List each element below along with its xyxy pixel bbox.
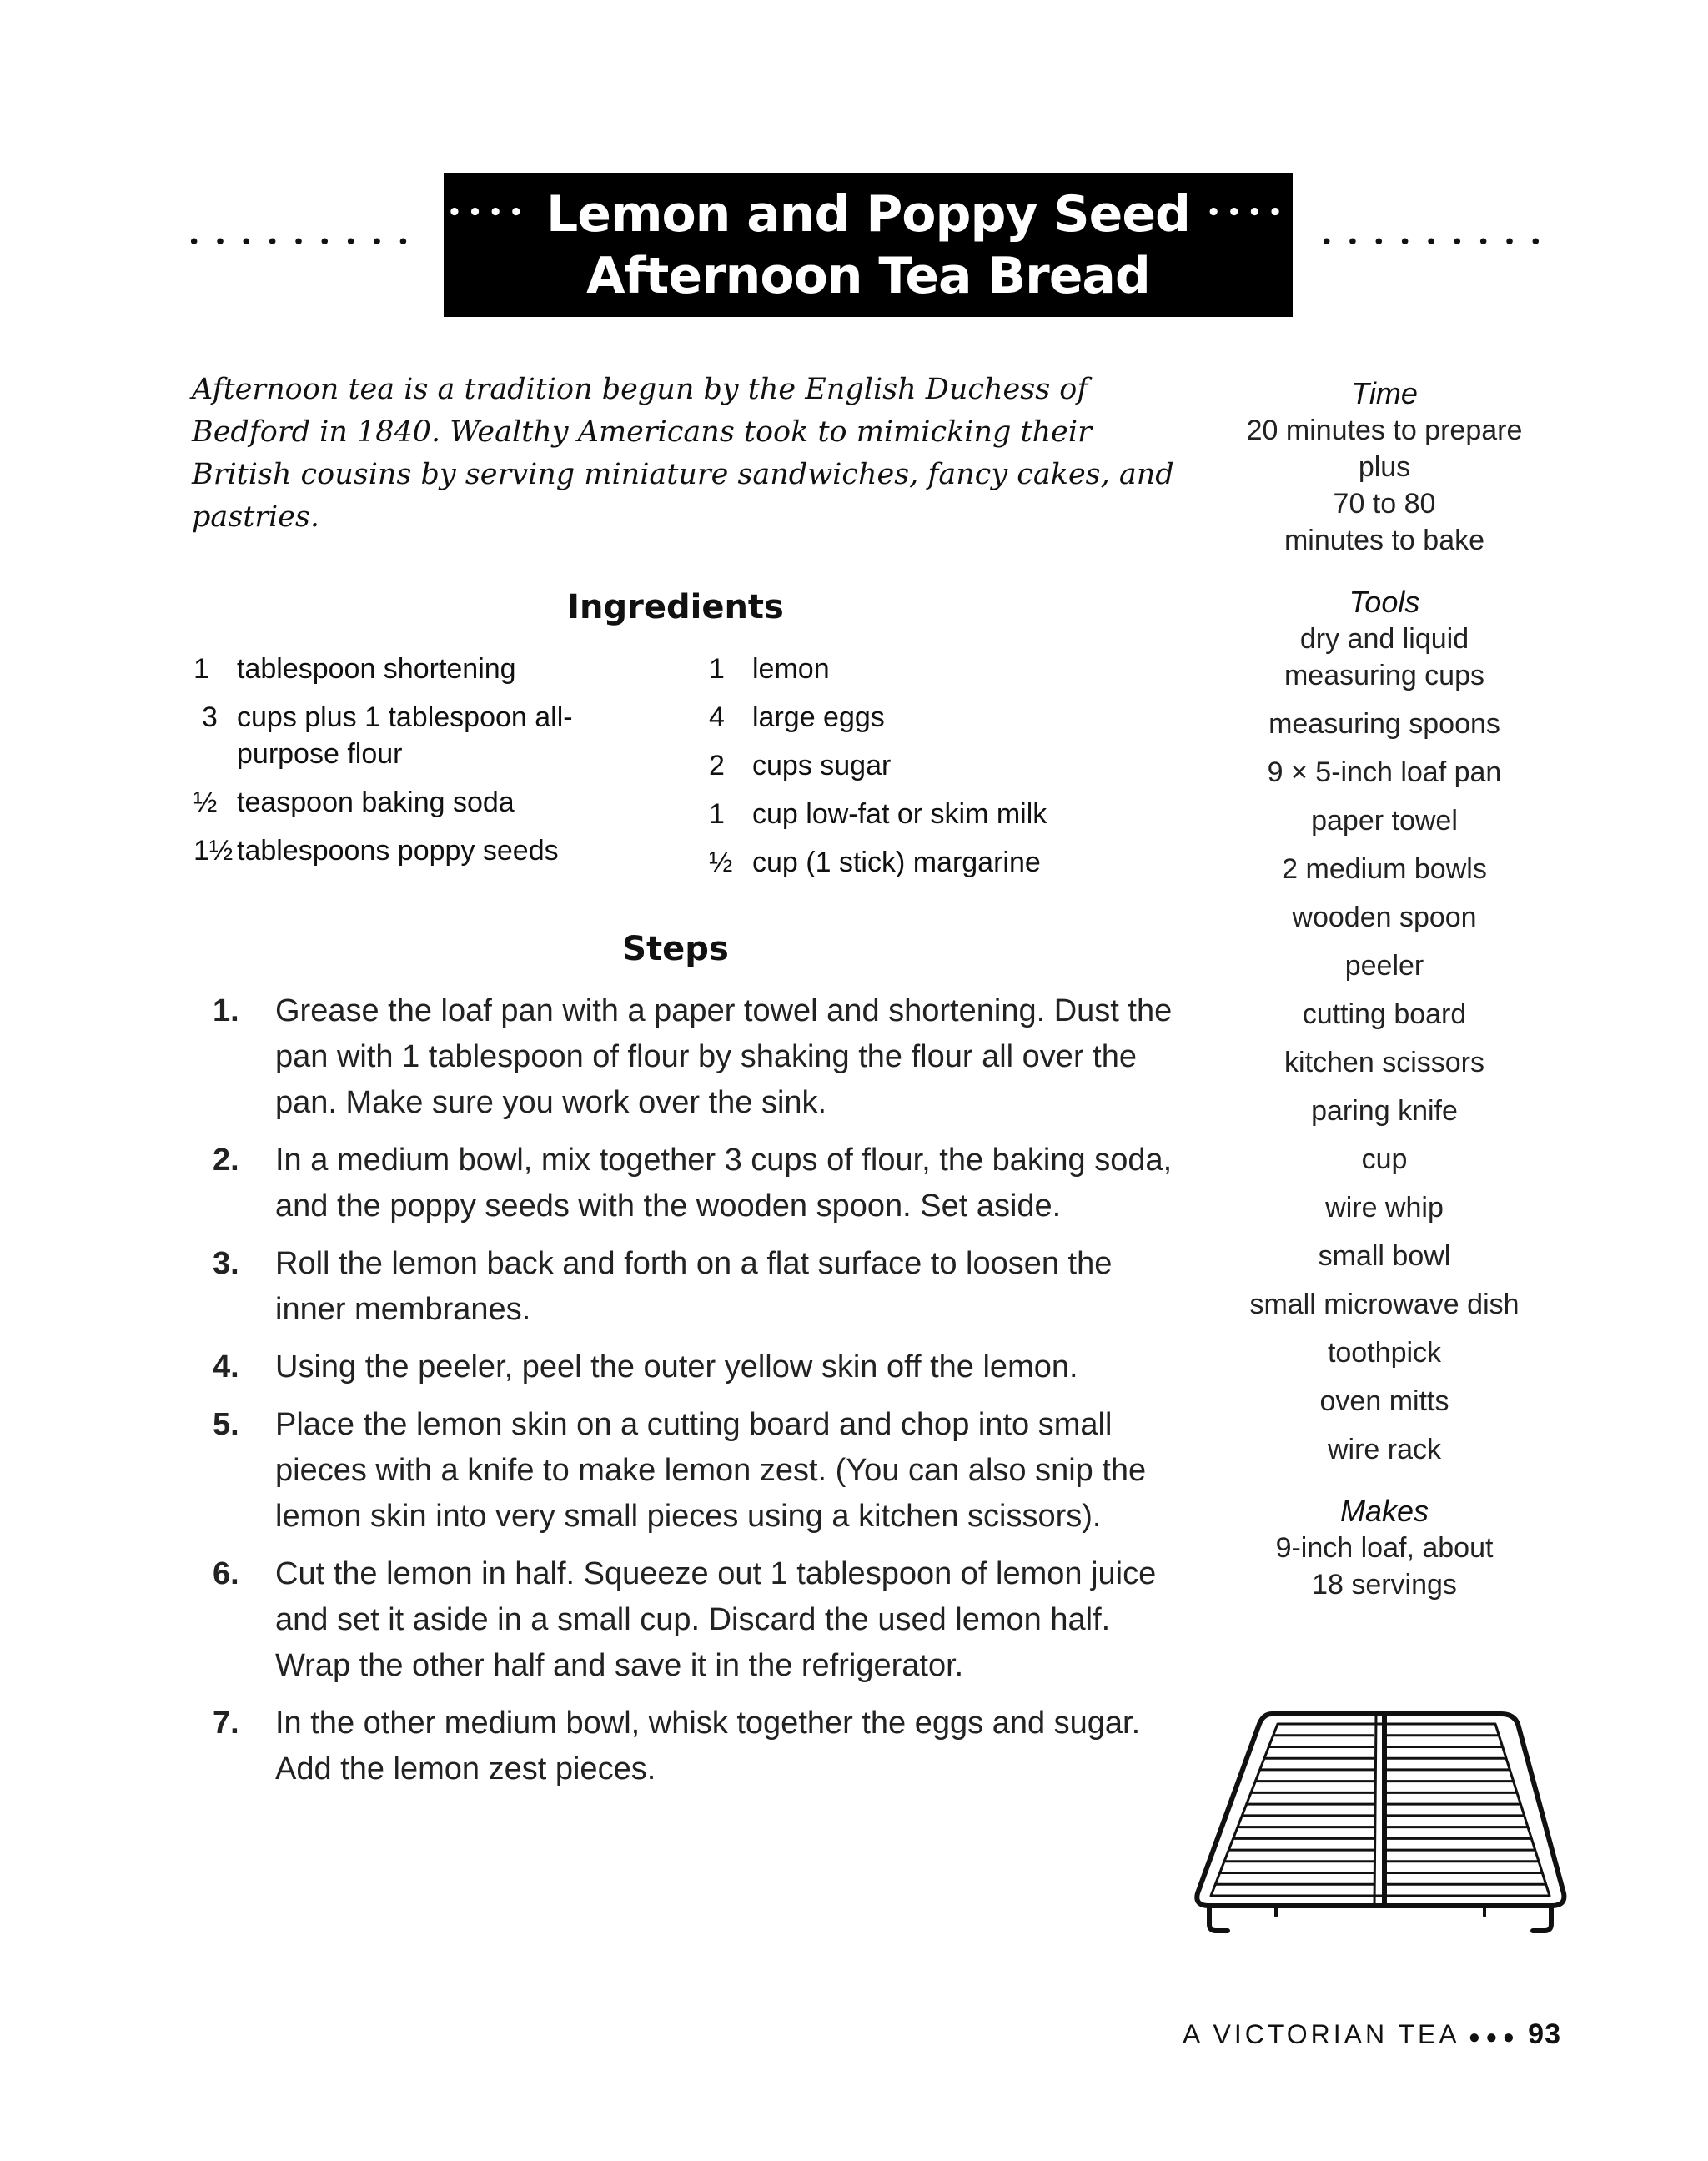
ingredient-qty: 4	[709, 701, 725, 733]
section-title: A VICTORIAN TEA	[1183, 2019, 1460, 2049]
step-number: 4.	[213, 1349, 239, 1385]
step-item	[213, 1138, 1184, 1229]
ingredient-item	[193, 651, 661, 687]
decorative-dots: ••••	[447, 199, 530, 225]
ingredient-item	[709, 747, 1176, 784]
ingredient-text: cups plus 1 tablespoon all-purpose flour	[237, 701, 573, 770]
makes-line: 18 servings	[1312, 1569, 1457, 1601]
tool-item: toothpick	[1327, 1337, 1442, 1369]
time-line: 70 to 80	[1333, 488, 1436, 520]
step-text: Using the peeler, peel the outer yellow skin off the lemon.	[275, 1349, 1078, 1385]
title-line-1: Lemon and Poppy Seed	[546, 185, 1190, 244]
ingredient-qty: 1½	[193, 835, 234, 867]
tool-item: cup	[1361, 1143, 1408, 1175]
step-number: 7.	[213, 1706, 239, 1741]
ingredient-qty: ½	[709, 847, 733, 878]
ingredient-item	[193, 832, 661, 869]
page-footer	[1084, 2018, 1561, 2051]
title-line-2: Afternoon Tea Bread	[586, 246, 1150, 305]
step-text: In the other medium bowl, whisk together the eggs and sugar. Add the lemon zest pieces.	[275, 1706, 1141, 1787]
ingredients-list-right	[709, 651, 1176, 892]
ingredient-qty: 3	[202, 701, 218, 733]
ingredient-text: cups sugar	[752, 750, 892, 781]
ingredient-text: cup (1 stick) margarine	[752, 847, 1041, 878]
step-number: 5.	[213, 1407, 239, 1442]
intro-paragraph: Afternoon tea is a tradition begun by the English Duchess of Bedford in 1840. Wealthy Americans took to mimicking their British cousins by serving miniature sandwiches, fancy cakes, and pastries.	[192, 373, 1174, 534]
tool-item: 9 × 5-inch loaf pan	[1267, 756, 1502, 788]
ingredient-text: tablespoons poppy seeds	[237, 835, 559, 867]
decorative-dots: ●●●	[1468, 2026, 1520, 2048]
step-text: Roll the lemon back and forth on a flat surface to loosen the inner membranes.	[275, 1246, 1113, 1327]
ingredients-list-left	[193, 651, 661, 881]
time-line: plus	[1358, 451, 1411, 483]
tool-item: small bowl	[1318, 1240, 1451, 1272]
step-item	[213, 1701, 1184, 1792]
ingredient-item	[193, 699, 661, 772]
ingredient-text: large eggs	[752, 701, 885, 733]
time-line: 20 minutes to prepare	[1246, 415, 1523, 446]
ingredient-item	[709, 844, 1176, 881]
tool-item: paper towel	[1311, 805, 1458, 837]
tools-label: Tools	[1349, 585, 1420, 619]
decorative-dots-left: •••••••••	[188, 230, 424, 255]
steps-heading: Steps	[622, 930, 729, 968]
ingredient-qty: ½	[193, 787, 218, 818]
tool-item: oven mitts	[1319, 1385, 1449, 1417]
step-number: 1.	[213, 993, 239, 1028]
ingredient-text: lemon	[752, 653, 830, 685]
tools-section	[1201, 584, 1568, 1468]
tool-item: paring knife	[1311, 1095, 1458, 1127]
time-line: minutes to bake	[1284, 525, 1485, 556]
step-item	[213, 988, 1184, 1126]
step-number: 6.	[213, 1556, 239, 1591]
ingredient-item	[193, 784, 661, 821]
ingredient-text: cup low-fat or skim milk	[752, 798, 1047, 830]
tool-item: measuring spoons	[1268, 708, 1500, 740]
ingredient-qty: 1	[193, 653, 209, 685]
ingredient-item	[709, 796, 1176, 832]
makes-label: Makes	[1339, 1494, 1429, 1528]
tool-item: small microwave dish	[1249, 1289, 1520, 1320]
wire-rack-illustration	[1184, 1706, 1576, 1939]
ingredient-qty: 2	[709, 750, 725, 781]
step-number: 3.	[213, 1246, 239, 1281]
ingredient-qty: 1	[709, 653, 725, 685]
tools-list	[1201, 621, 1568, 1468]
ingredient-text: tablespoon shortening	[237, 653, 516, 685]
makes-line: 9-inch loaf, about	[1275, 1532, 1494, 1564]
page-number: 93	[1528, 2018, 1561, 2050]
tool-item: kitchen scissors	[1284, 1047, 1484, 1078]
ingredient-item	[709, 651, 1176, 687]
steps-list	[213, 988, 1184, 1804]
step-item	[213, 1344, 1184, 1390]
step-number: 2.	[213, 1143, 239, 1178]
title-banner	[188, 173, 1555, 317]
step-text: Place the lemon skin on a cutting board and chop into small pieces with a knife to make lemon zest. (You can also snip the lemon skin into very small pieces using a kitchen scissors).	[275, 1407, 1147, 1534]
tool-item: wire whip	[1325, 1192, 1444, 1224]
decorative-dots: ••••	[1206, 199, 1289, 225]
step-item	[213, 1551, 1184, 1689]
step-text: Cut the lemon in half. Squeeze out 1 tablespoon of lemon juice and set it aside in a small cup. Discard the used lemon half. Wrap the other half and save it in the refrigerator.	[275, 1556, 1157, 1683]
recipe-sidebar	[1201, 375, 1568, 1618]
ingredient-text: teaspoon baking soda	[237, 787, 515, 818]
tool-item: cutting board	[1302, 998, 1467, 1030]
recipe-title	[444, 173, 1293, 317]
makes-section	[1201, 1493, 1568, 1603]
step-text: In a medium bowl, mix together 3 cups of flour, the baking soda, and the poppy seeds with the wooden spoon. Set aside.	[275, 1143, 1173, 1224]
step-item	[213, 1241, 1184, 1333]
decorative-dots-right: •••••••••	[1319, 230, 1555, 255]
tool-item: peeler	[1344, 950, 1424, 982]
time-label: Time	[1351, 376, 1418, 410]
tool-item: dry and liquid measuring cups	[1284, 623, 1484, 691]
step-text: Grease the loaf pan with a paper towel and shortening. Dust the pan with 1 tablespoon of flour by shaking the flour all over the pan. Make sure you work over the sink.	[275, 993, 1173, 1120]
ingredients-heading: Ingredients	[567, 588, 784, 626]
tool-item: wooden spoon	[1292, 902, 1477, 933]
time-section	[1201, 375, 1568, 559]
ingredient-item	[709, 699, 1176, 736]
tool-item: 2 medium bowls	[1282, 853, 1487, 885]
step-item	[213, 1402, 1184, 1540]
ingredient-qty: 1	[709, 798, 725, 830]
tool-item: wire rack	[1327, 1434, 1442, 1465]
